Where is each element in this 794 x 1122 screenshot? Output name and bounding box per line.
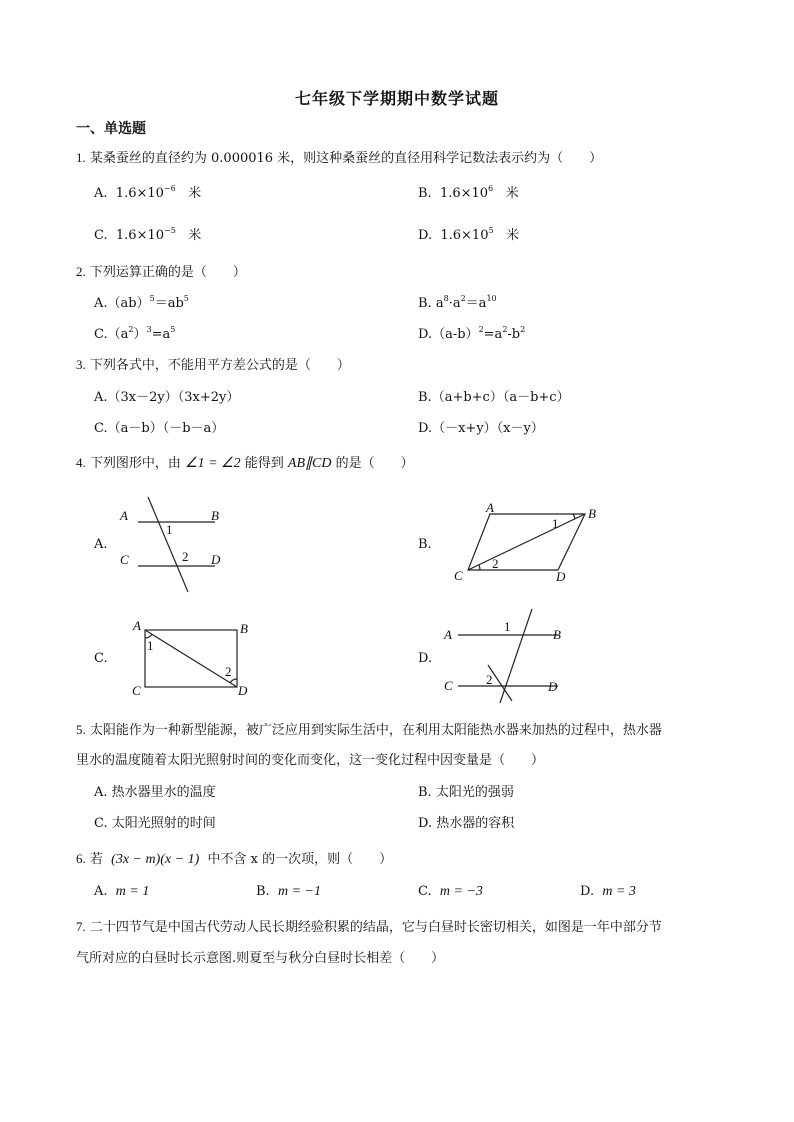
option-math: 1.6×10	[115, 228, 164, 243]
question-number: 5.	[76, 722, 86, 737]
option-letter: D.	[418, 327, 433, 342]
figure-b	[440, 500, 610, 590]
option-math: ＝a	[465, 296, 487, 311]
exponent: 10	[486, 294, 497, 303]
point-b-label: B	[240, 621, 248, 636]
point-c-label: C	[132, 683, 141, 698]
question-text: 能得到	[244, 456, 284, 471]
option-math: m = 3	[602, 884, 636, 899]
angle-2-label: 2	[486, 672, 493, 687]
option-math: ·a	[448, 296, 461, 311]
option-letter: D.	[418, 421, 433, 436]
option-letter: C.	[94, 816, 108, 831]
q5-option-d	[418, 812, 514, 831]
point-d-label: D	[548, 679, 558, 694]
point-a-label: A	[133, 618, 141, 633]
q3-option-d	[418, 417, 544, 436]
option-math: m = −1	[277, 884, 321, 899]
point-a-label: A	[120, 508, 128, 523]
option-text: 太阳光的强弱	[435, 785, 514, 800]
question-6	[76, 848, 392, 868]
question-text: 中不含 x 的一次项，则（ ）	[207, 852, 393, 867]
option-letter: C.	[94, 327, 108, 342]
exponent: 2	[520, 325, 526, 334]
exponent: 2	[460, 294, 466, 303]
diagonal	[145, 630, 237, 687]
option-letter: A.	[94, 390, 108, 405]
question-number: 6.	[76, 851, 86, 866]
angle-2-arc	[479, 565, 480, 570]
q1-option-d	[418, 224, 519, 243]
q3-option-b	[418, 386, 570, 405]
figure-a	[110, 490, 230, 600]
option-text: 热水器里水的温度	[111, 785, 216, 800]
option-letter: B.	[418, 390, 432, 405]
q6-option-a	[94, 884, 149, 900]
question-number: 7.	[76, 919, 86, 934]
exponent: −6	[163, 184, 176, 193]
exponent: 6	[488, 184, 494, 193]
angle-1-label: 1	[552, 516, 559, 531]
q1-option-b	[418, 182, 519, 201]
angle-1-label: 1	[504, 619, 511, 634]
option-math: -b	[507, 327, 521, 342]
q2-option-d	[418, 323, 525, 342]
option-letter: B.	[418, 296, 432, 311]
figure-c	[125, 615, 255, 700]
parallel-relation: AB∥CD	[287, 456, 332, 471]
angle-2-label: 2	[492, 556, 499, 571]
question-text: 的是（ ）	[335, 456, 414, 471]
option-letter: D.	[580, 884, 595, 899]
question-text: 下列图形中，由	[89, 456, 181, 471]
figure-d	[440, 605, 580, 705]
option-math: m = 1	[115, 884, 150, 899]
option-letter: C.	[418, 884, 432, 899]
question-3	[76, 354, 350, 373]
question-5-line-2: 里水的温度随着太阳光照射时间的变化而变化，这一变化过程中因变量是（ ）	[76, 753, 545, 768]
angle-1-label: 1	[147, 638, 154, 653]
q5-option-b	[418, 781, 514, 800]
question-7	[76, 916, 662, 935]
option-math: =a	[483, 327, 503, 342]
option-math: （3x－2y）（3x+2y）	[107, 390, 240, 405]
question-number: 2.	[76, 264, 86, 279]
q5-option-c	[94, 812, 216, 831]
q5-option-a	[94, 781, 216, 800]
option-math: m = −3	[439, 884, 483, 899]
angle-2-label: 2	[225, 664, 232, 679]
point-a-label: A	[486, 500, 494, 515]
option-unit: 米	[505, 186, 519, 201]
q1-option-c	[94, 224, 201, 243]
question-2	[76, 261, 246, 280]
point-b-label: B	[553, 627, 561, 642]
option-math: 1.6×10	[439, 186, 489, 201]
q2-option-c	[94, 323, 175, 342]
option-unit: 米	[188, 228, 202, 243]
point-c-label: C	[444, 678, 453, 693]
point-d-label: D	[211, 552, 221, 567]
point-d-label: D	[556, 569, 566, 584]
question-text: 某桑蚕丝的直径约为 0.000016 米，则这种桑蚕丝的直径用科学记数法表示约为（ ）	[89, 151, 603, 166]
expression: (3x − m)(x − 1)	[111, 852, 200, 867]
option-math: （－x+y）（x－y）	[432, 421, 544, 436]
q6-option-d	[580, 884, 636, 900]
option-letter: A.	[94, 884, 108, 899]
q4-option-a-label: A.	[94, 537, 108, 552]
question-number: 4.	[76, 455, 86, 470]
q4-option-c-label: C.	[94, 651, 108, 666]
option-letter: C.	[94, 421, 108, 436]
option-unit: 米	[505, 228, 519, 243]
exponent: 5	[488, 226, 494, 235]
exponent: −5	[164, 226, 176, 235]
q4-option-b-label: B.	[418, 537, 432, 552]
question-number: 1.	[76, 150, 86, 165]
option-letter: A.	[94, 186, 108, 201]
question-5	[76, 719, 662, 738]
option-letter: B.	[418, 785, 432, 800]
exponent: 8	[443, 294, 449, 303]
option-letter: B.	[256, 884, 270, 899]
q2-option-a	[94, 292, 189, 311]
option-math: a	[435, 296, 444, 311]
option-unit: 米	[188, 186, 202, 201]
q6-option-b	[256, 884, 321, 900]
option-math: 1.6×10	[115, 186, 164, 201]
angle-1-arc	[573, 514, 575, 519]
q3-option-c	[94, 417, 224, 436]
option-letter: B.	[418, 186, 432, 201]
transversal	[148, 497, 188, 592]
point-c-label: C	[120, 552, 129, 567]
option-math: ＝ab	[154, 296, 184, 311]
point-a-label: A	[444, 627, 452, 642]
diagonal	[468, 514, 585, 570]
q1-option-a	[94, 182, 201, 201]
section-heading: 一、单选题	[76, 121, 146, 137]
exponent: 5	[170, 325, 176, 334]
question-text: 二十四节气是中国古代劳动人民长期经验积累的结晶，它与白昼时长密切相关，如图是一年中部分节	[89, 920, 662, 935]
q6-option-c	[418, 884, 483, 900]
point-b-label: B	[211, 508, 219, 523]
question-7-line-2: 气所对应的白昼时长示意图.则夏至与秋分白昼时长相差（ ）	[76, 951, 445, 966]
exponent: 2	[478, 325, 484, 334]
q4-option-d-label: D.	[418, 651, 433, 666]
exponent: 5	[183, 294, 189, 303]
question-4	[76, 452, 414, 472]
question-number: 3.	[76, 357, 86, 372]
page-title: 七年级下学期期中数学试题	[294, 89, 499, 108]
exponent: 2	[502, 325, 508, 334]
exponent: 2	[128, 325, 134, 334]
option-letter: D.	[418, 816, 433, 831]
option-math: 1.6×10	[440, 228, 489, 243]
option-letter: D.	[418, 228, 433, 243]
question-text: 太阳能作为一种新型能源，被广泛应用到实际生活中，在利用太阳能热水器来加热的过程中，热水器	[89, 723, 662, 738]
exponent: 3	[146, 325, 152, 334]
point-d-label: D	[238, 683, 248, 698]
point-c-label: C	[454, 568, 463, 583]
option-math: （a+b+c）（a－b+c）	[431, 390, 570, 405]
question-text: 下列运算正确的是（ ）	[89, 265, 246, 280]
angle-1-label: 1	[166, 522, 173, 537]
option-math: （a－b）（－b－a）	[107, 421, 225, 436]
angle-2-label: 2	[182, 549, 189, 564]
option-math: （ab）	[107, 296, 150, 311]
question-1	[76, 147, 602, 166]
option-math: （a-b）	[432, 327, 479, 342]
exponent: 5	[149, 294, 155, 303]
option-math: （a	[107, 327, 129, 342]
option-math: =a	[151, 327, 171, 342]
question-text: 下列各式中，不能用平方差公式的是（ ）	[89, 358, 350, 373]
option-math: ）	[133, 327, 147, 342]
option-letter: A.	[94, 785, 108, 800]
option-text: 太阳光照射的时间	[111, 816, 216, 831]
q3-option-a	[94, 386, 239, 405]
option-letter: C.	[94, 228, 108, 243]
option-text: 热水器的容积	[436, 816, 515, 831]
q2-option-b	[418, 292, 497, 311]
question-text: 若	[89, 852, 103, 867]
point-b-label: B	[588, 506, 596, 521]
option-letter: A.	[94, 296, 108, 311]
angle-2-arc	[230, 679, 237, 683]
angle-condition: ∠1 = ∠2	[185, 456, 241, 471]
